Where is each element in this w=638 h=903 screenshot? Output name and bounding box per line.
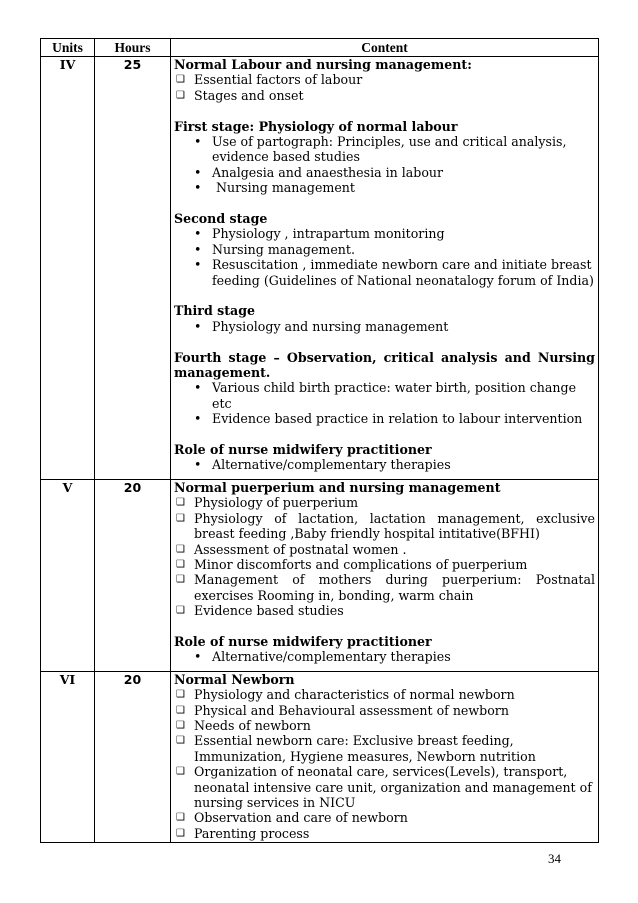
bullet-list: [174, 687, 595, 841]
list-item: ❑ Assessment of postnatal women .: [174, 542, 595, 557]
bullet-list: [174, 457, 595, 472]
dot-bullet-icon: [194, 242, 201, 257]
list-item: • Various child birth practice: water birth, position change etc: [174, 380, 595, 411]
header-units: Units: [41, 39, 95, 57]
content-cell: [171, 671, 599, 842]
table-row: [41, 57, 599, 480]
section-heading: Fourth stage – Observation, critical analysis and Nursing management.: [174, 349, 595, 381]
list-item: ❑ Physiology and characteristics of normal newborn: [174, 687, 595, 702]
section-heading: Role of nurse midwifery practitioner: [174, 633, 432, 649]
table-row: [41, 479, 599, 671]
hours-cell: 20: [95, 479, 171, 671]
checkbox-bullet-icon: [176, 810, 185, 825]
page-number: 34: [548, 851, 561, 866]
list-item: ❑ Physiology of puerperium: [174, 495, 595, 510]
dot-bullet-icon: [194, 319, 201, 334]
unit-title: Normal Labour and nursing management:: [174, 57, 472, 72]
list-item: • Alternative/complementary therapies: [174, 649, 595, 664]
list-item: • Nursing management: [174, 180, 595, 195]
dot-bullet-icon: [194, 411, 201, 426]
list-item: ❑ Essential newborn care: Exclusive breast feeding, Immunization, Hygiene measures, Newborn nutrition: [174, 733, 595, 764]
section-heading: First stage: Physiology of normal labour: [174, 118, 458, 134]
header-hours: Hours: [95, 39, 171, 57]
table-header-row: [41, 39, 599, 57]
list-item: ❑ Needs of newborn: [174, 718, 595, 733]
section-heading: Second stage: [174, 211, 268, 227]
bullet-list: [174, 319, 595, 334]
checkbox-bullet-icon: [176, 511, 185, 526]
list-item: • Resuscitation , immediate newborn care and initiate breast feeding (Guidelines of National neonatalogy forum of India): [174, 257, 595, 288]
list-item: ❑ Physiology of lactation, lactation management, exclusive breast feeding ,Baby friendly hospital intitative(BFHI): [174, 511, 595, 542]
checkbox-bullet-icon: [176, 687, 185, 702]
checkbox-bullet-icon: [176, 495, 185, 510]
bullet-list: [174, 134, 595, 196]
list-item: • Physiology and nursing management: [174, 319, 595, 334]
list-item: ❑ Parenting process: [174, 826, 595, 841]
dot-bullet-icon: [194, 226, 201, 241]
content-cell: [171, 479, 599, 671]
header-content: Content: [171, 39, 599, 57]
list-item: ❑ Management of mothers during puerperium: Postnatal exercises Rooming in, bonding, warm chain: [174, 572, 595, 603]
dot-bullet-icon: [194, 165, 201, 180]
hours-cell: 20: [95, 671, 171, 842]
checkbox-bullet-icon: [176, 733, 185, 748]
section-heading: Role of nurse midwifery practitioner: [174, 442, 432, 458]
dot-bullet-icon: [194, 649, 201, 664]
dot-bullet-icon: [194, 380, 201, 395]
bullet-list: [174, 226, 595, 288]
list-item: ❑ Observation and care of newborn: [174, 810, 595, 825]
checkbox-bullet-icon: [176, 603, 185, 618]
hours-cell: 25: [95, 57, 171, 480]
checkbox-bullet-icon: [176, 703, 185, 718]
checkbox-bullet-icon: [176, 826, 185, 841]
dot-bullet-icon: [194, 180, 201, 195]
list-item: ❑ Minor discomforts and complications of puerperium: [174, 557, 595, 572]
checkbox-bullet-icon: [176, 88, 185, 103]
list-item: • Evidence based practice in relation to labour intervention: [174, 411, 595, 426]
checkbox-bullet-icon: [176, 764, 185, 779]
list-item: ❑ Physical and Behavioural assessment of newborn: [174, 703, 595, 718]
checkbox-bullet-icon: [176, 542, 185, 557]
list-item: • Alternative/complementary therapies: [174, 457, 595, 472]
unit-cell: VI: [41, 671, 95, 842]
document-page: [40, 38, 598, 843]
unit-title: Normal Newborn: [174, 671, 295, 687]
bullet-list: [174, 649, 595, 664]
list-item: ❑ Stages and onset: [174, 88, 595, 103]
unit-title: Normal puerperium and nursing management: [174, 479, 501, 495]
checkbox-bullet-icon: [176, 557, 185, 572]
list-item: ❑ Essential factors of labour: [174, 72, 595, 87]
syllabus-table: [40, 38, 599, 843]
checkbox-bullet-icon: [176, 718, 185, 733]
list-item: ❑ Organization of neonatal care, services(Levels), transport, neonatal intensive care unit, organization and management of nursing services in NICU: [174, 764, 595, 810]
bullet-list: [174, 495, 595, 618]
dot-bullet-icon: [194, 257, 201, 272]
checkbox-bullet-icon: [176, 72, 185, 87]
dot-bullet-icon: [194, 134, 201, 149]
list-item: ❑ Evidence based studies: [174, 603, 595, 618]
list-item: • Nursing management.: [174, 242, 595, 257]
list-item: • Analgesia and anaesthesia in labour: [174, 165, 595, 180]
table-row: [41, 671, 599, 842]
bullet-list: [174, 380, 595, 426]
dot-bullet-icon: [194, 457, 201, 472]
checkbox-bullet-icon: [176, 572, 185, 587]
list-item: • Physiology , intrapartum monitoring: [174, 226, 595, 241]
unit-cell: IV: [41, 57, 95, 480]
content-cell: [171, 57, 599, 480]
section-heading: Third stage: [174, 303, 256, 319]
bullet-list: [174, 72, 595, 103]
unit-cell: V: [41, 479, 95, 671]
list-item: • Use of partograph: Principles, use and critical analysis, evidence based studies: [174, 134, 595, 165]
